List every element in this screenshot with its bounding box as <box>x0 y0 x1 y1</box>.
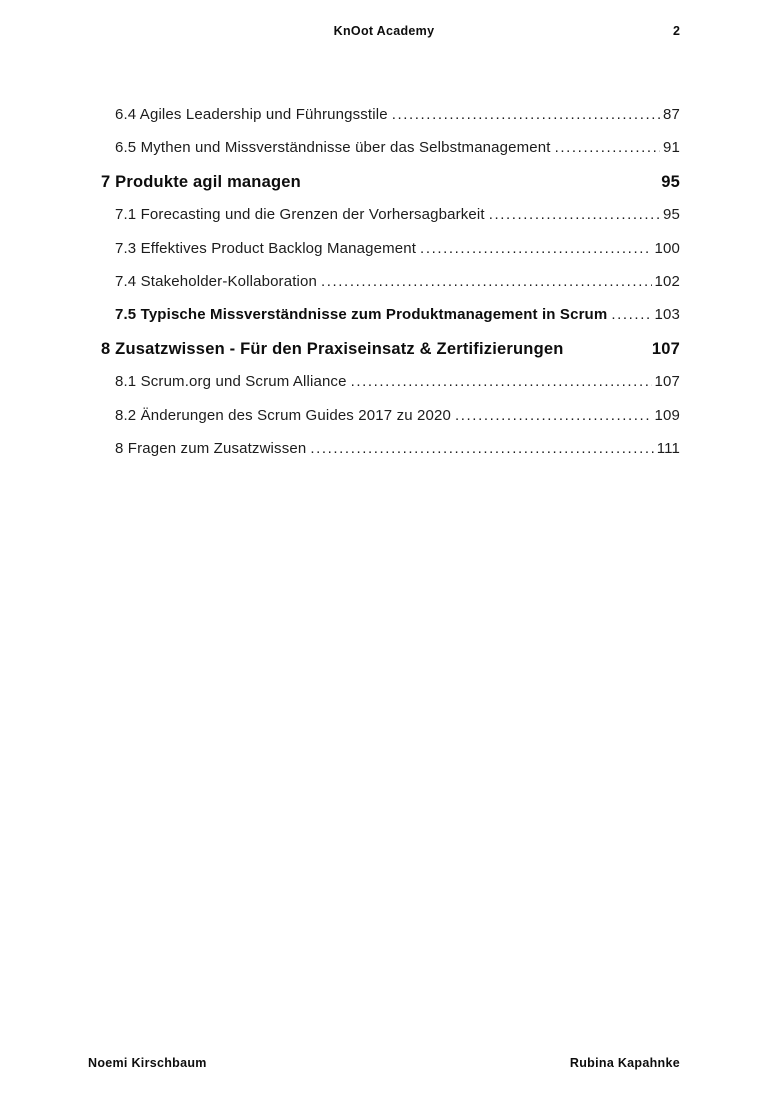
toc-entry[interactable] <box>101 373 680 406</box>
toc-entry-page-number: 100 <box>654 239 680 257</box>
toc-entry-page-number: 107 <box>651 339 680 358</box>
toc-dot-leader <box>392 106 660 123</box>
toc-dot-leader <box>611 306 651 323</box>
toc-entry-title: 8 Fragen zum Zusatzwissen <box>115 439 307 457</box>
toc-entry-title: 7.1 Forecasting und die Grenzen der Vorhersagbarkeit <box>115 206 485 224</box>
toc-entry-title: 7.5 Typische Missverständnisse zum Produktmanagement in Scrum <box>115 306 608 324</box>
toc-entry[interactable] <box>101 340 680 373</box>
page-header <box>88 24 680 40</box>
toc-dot-leader <box>555 139 660 156</box>
footer-author-left: Noemi Kirschbaum <box>88 1056 207 1070</box>
toc-entry[interactable] <box>101 106 680 139</box>
toc-entry[interactable] <box>101 173 680 206</box>
table-of-contents <box>101 106 680 473</box>
toc-entry-title: 8.2 Änderungen des Scrum Guides 2017 zu 2020 <box>115 406 451 424</box>
header-title: KnOot Academy <box>333 24 435 38</box>
toc-entry-page-number: 109 <box>654 406 680 424</box>
toc-entry-page-number: 107 <box>654 373 680 391</box>
toc-entry-page-number: 91 <box>663 139 680 157</box>
toc-dot-leader <box>489 206 660 223</box>
footer-author-right: Rubina Kapahnke <box>569 1056 680 1070</box>
toc-entry[interactable] <box>101 273 680 306</box>
toc-entry[interactable] <box>101 139 680 172</box>
toc-entry-title: 7.3 Effektives Product Backlog Management <box>115 239 417 257</box>
toc-entry[interactable] <box>101 306 680 339</box>
toc-entry-title: 7 Produkte agil managen <box>101 172 301 191</box>
toc-dot-leader <box>420 240 651 257</box>
toc-entry-title: 8 Zusatzwissen - Für den Praxiseinsatz & Zertifizierungen <box>101 339 564 358</box>
toc-entry-title: 8.1 Scrum.org und Scrum Alliance <box>115 373 347 391</box>
toc-entry-title: 7.4 Stakeholder-Kollaboration <box>115 272 317 290</box>
toc-dot-leader <box>310 440 653 457</box>
toc-entry-page-number: 95 <box>663 206 680 224</box>
toc-entry[interactable] <box>101 440 680 473</box>
toc-dot-leader <box>351 373 652 390</box>
toc-dot-leader <box>455 407 652 424</box>
toc-entry-page-number: 111 <box>656 439 680 457</box>
toc-entry-title: 6.4 Agiles Leadership und Führungsstile <box>115 106 388 123</box>
toc-entry-page-number: 102 <box>654 272 680 290</box>
toc-entry[interactable] <box>101 206 680 239</box>
toc-entry[interactable] <box>101 407 680 440</box>
page-footer <box>88 1056 680 1070</box>
toc-entry[interactable] <box>101 240 680 273</box>
toc-entry-page-number: 87 <box>663 106 680 123</box>
header-page-number: 2 <box>673 24 680 38</box>
toc-dot-leader <box>321 273 652 290</box>
toc-entry-page-number: 103 <box>654 306 680 324</box>
toc-entry-title: 6.5 Mythen und Missverständnisse über das Selbstmanagement <box>115 139 551 157</box>
toc-entry-page-number: 95 <box>661 172 680 191</box>
